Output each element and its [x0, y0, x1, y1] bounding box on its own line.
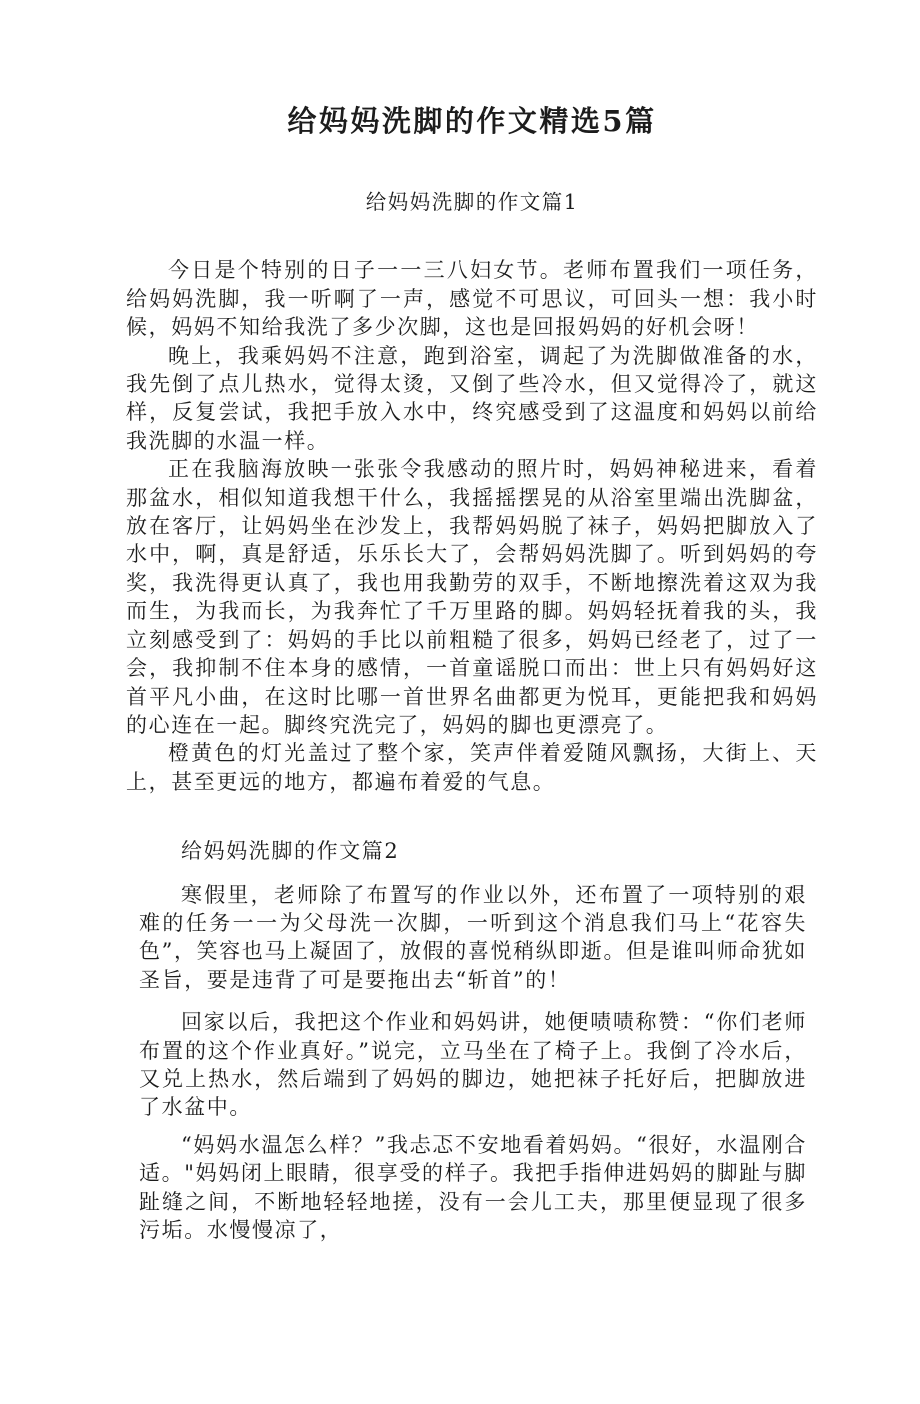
document-title: 给妈妈洗脚的作文精选5篇: [287, 104, 657, 138]
document-content: [126, 103, 818, 1244]
essay-2-heading: 给妈妈洗脚的作文篇2: [181, 839, 400, 864]
essay-2-paragraph-1: 寒假里，老师除了布置写的作业以外，还布置了一项特别的艰难的任务一一为父母洗一次脚，一听到这个消息我们马上“花容失色”，笑容也马上凝固了，放假的喜悦稍纵即逝。但是谁叫师命犹如圣旨，要是违背了可是要拖出去“斩首”的！: [139, 882, 807, 992]
document-page: [0, 103, 920, 1404]
essay-1-paragraph-4: 橙黄色的灯光盖过了整个家，笑声伴着爱随风飘扬，大街上、天上，甚至更远的地方，都遍布着爱的气息。: [126, 741, 818, 794]
essay-1-paragraph-2: 晚上，我乘妈妈不注意，跑到浴室，调起了为洗脚做准备的水，我先倒了点儿热水，觉得太烫，又倒了些冷水，但又觉得冷了，就这样，反复尝试，我把手放入水中，终究感受到了这温度和妈妈以前给我洗脚的水温一样。: [126, 343, 818, 453]
essay-1-heading: 给妈妈洗脚的作文篇1: [365, 190, 579, 214]
essay-1-paragraph-1: 今日是个特别的日子一一三八妇女节。老师布置我们一项任务，给妈妈洗脚，我一听啊了一声，感觉不可思议，可回头一想：我小时候，妈妈不知给我洗了多少次脚，这也是回报妈妈的好机会呀！: [126, 258, 818, 340]
essay-2-section: [126, 837, 818, 1244]
essay-2-paragraph-2: 回家以后，我把这个作业和妈妈讲，她便啧啧称赞：“你们老师布置的这个作业真好。”说完，立马坐在了椅子上。我倒了冷水后，又兑上热水，然后端到了妈妈的脚边，她把袜子托好后，把脚放进了水盆中。: [139, 1010, 807, 1120]
essay-1-paragraph-3: 正在我脑海放映一张张令我感动的照片时，妈妈神秘进来，看着那盆水，相似知道我想干什么，我摇摇摆晃的从浴室里端出洗脚盆，放在客厅，让妈妈坐在沙发上，我帮妈妈脱了袜子，妈妈把脚放入了水中，啊，真是舒适，乐乐长大了，会帮妈妈洗脚了。听到妈妈的夸奖，我洗得更认真了，我也用我勤劳的双手，不断地擦洗着这双为我而生，为我而长，为我奔忙了千万里路的脚。妈妈轻抚着我的头，我立刻感受到了：妈妈的手比以前粗糙了很多，妈妈已经老了，过了一会，我抑制不住本身的感情，一首童谣脱口而出：世上只有妈妈好这首平凡小曲，在这时比哪一首世界名曲都更为悦耳，更能把我和妈妈的心连在一起。脚终究洗完了，妈妈的脚也更漂亮了。: [126, 457, 818, 737]
essay-1-section: [126, 188, 818, 796]
essay-2-paragraph-3: “妈妈水温怎么样？”我忐忑不安地看着妈妈。“很好，水温刚合适。"妈妈闭上眼睛，很享受的样子。我把手指伸进妈妈的脚趾与脚趾缝之间，不断地轻轻地搓，没有一会儿工夫，那里便显现了很多污垢。水慢慢凉了，: [139, 1132, 807, 1242]
